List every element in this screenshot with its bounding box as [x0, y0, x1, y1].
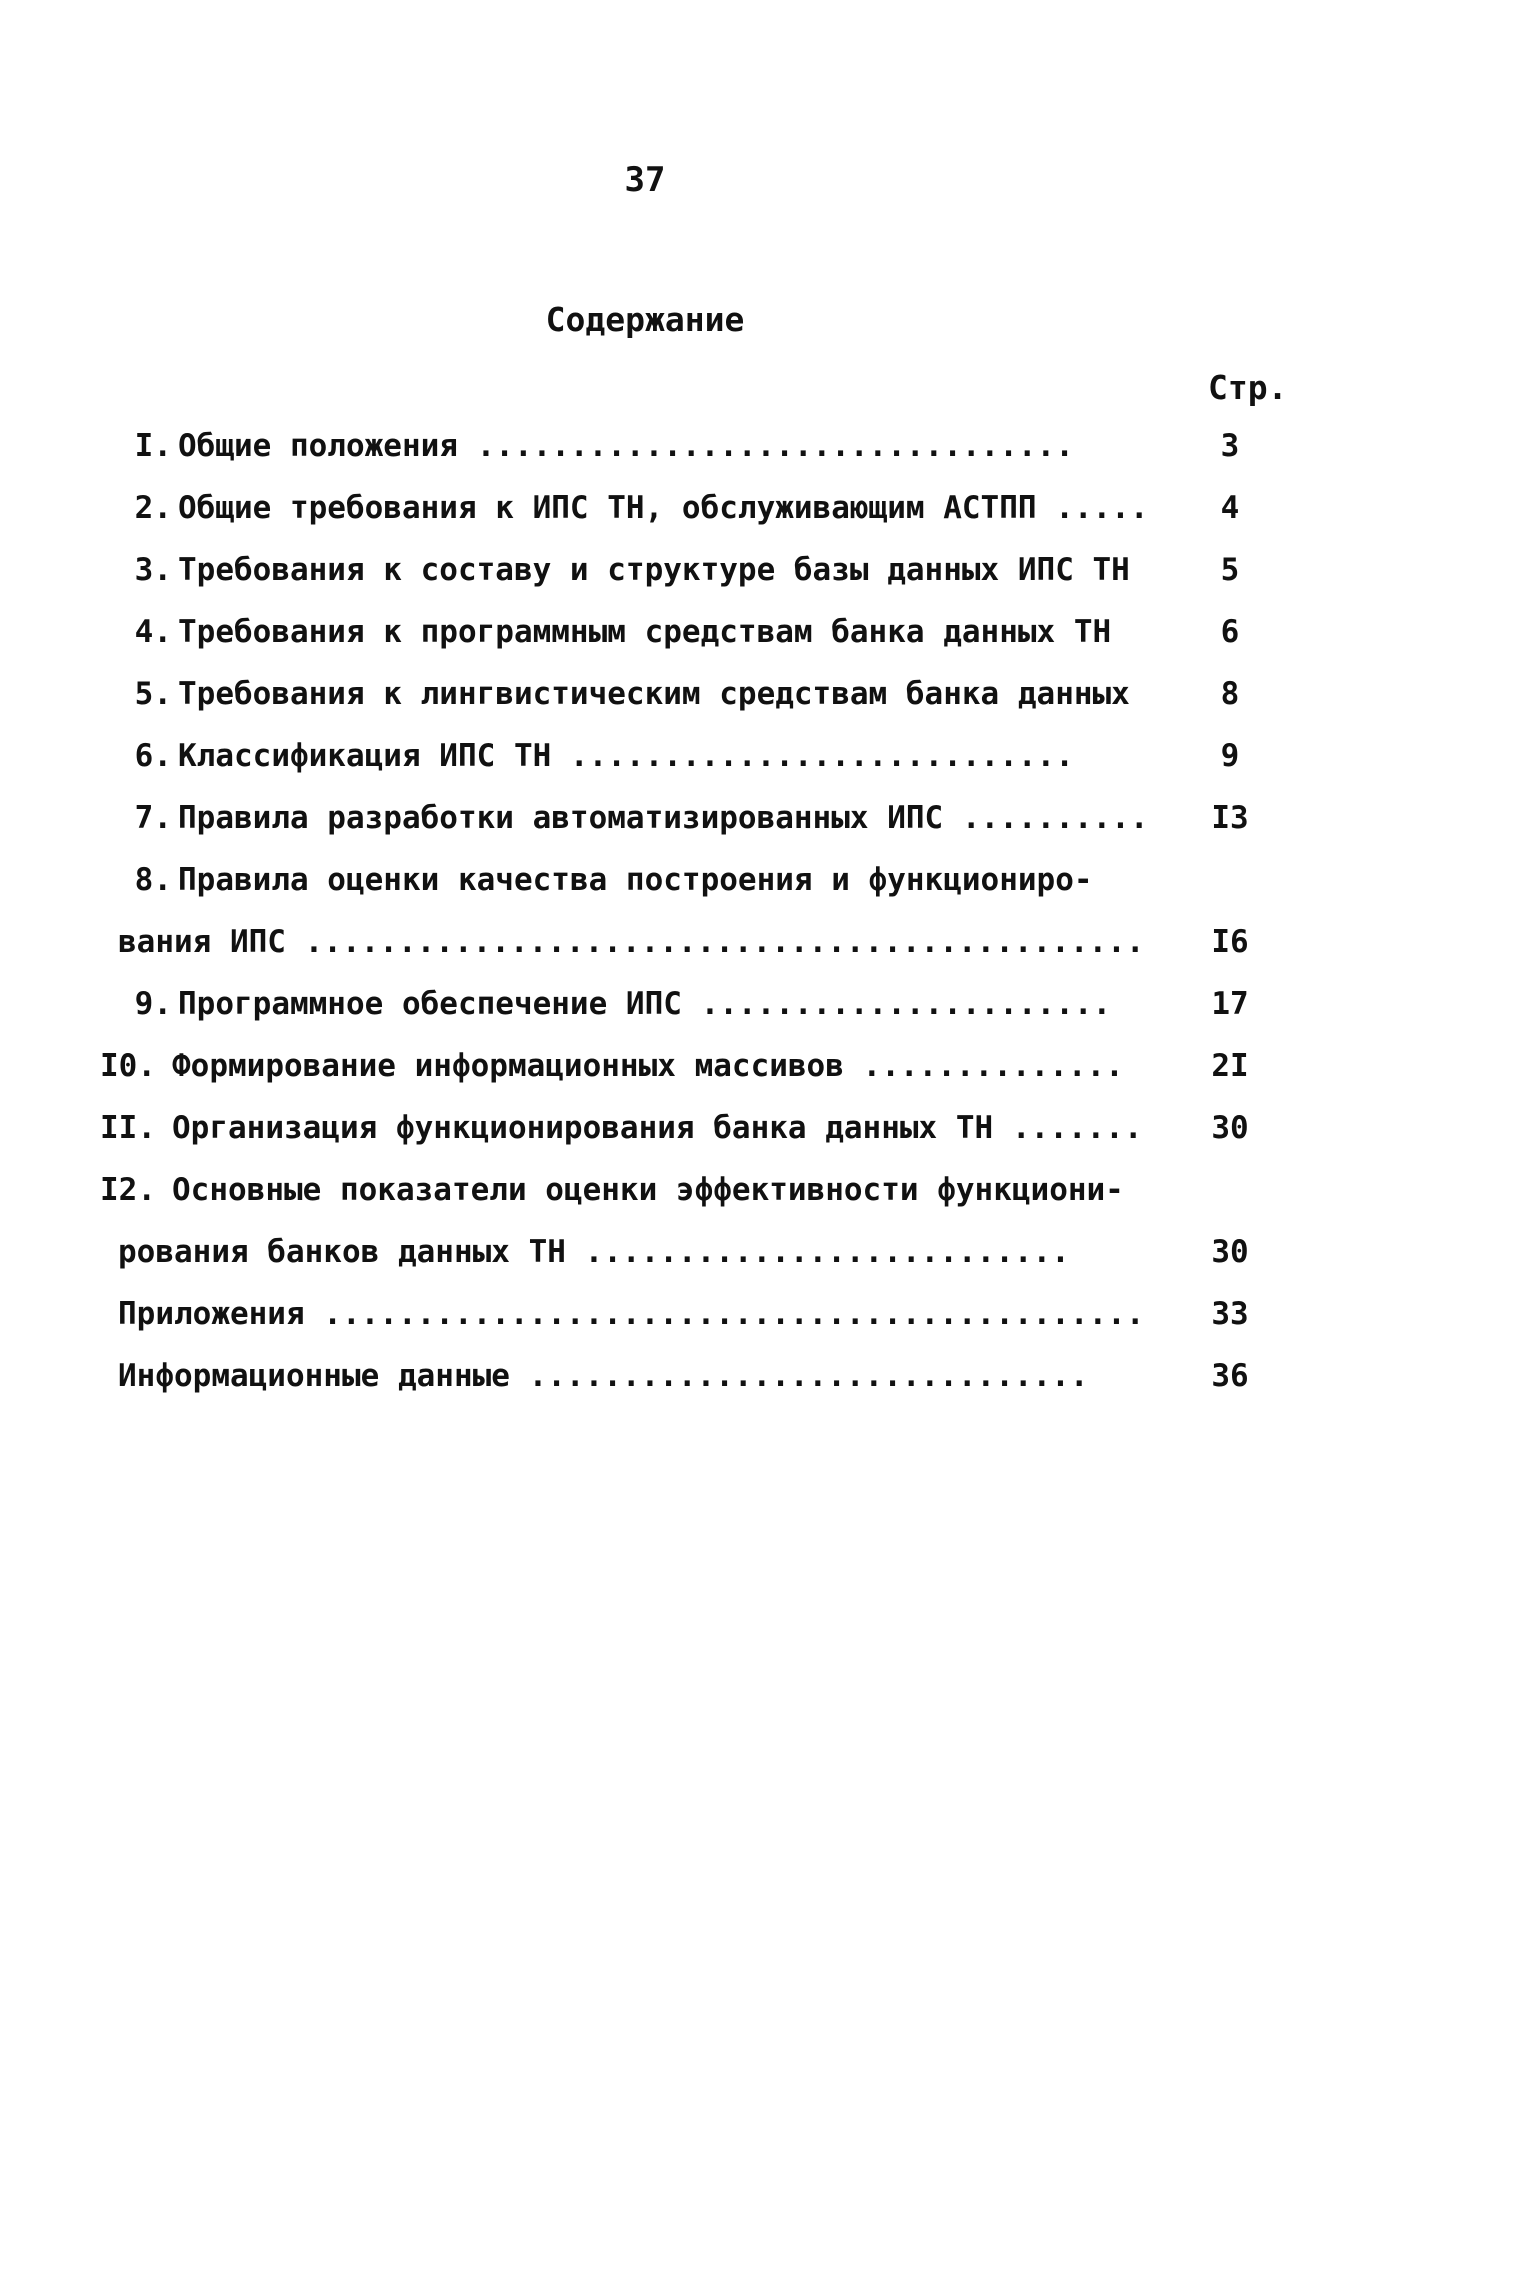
toc-entry-number: I0.: [100, 1048, 156, 1084]
toc-entry: [0, 800, 1530, 840]
toc-entry-text: вания ИПС .............................................: [118, 924, 1145, 960]
toc-entry: [0, 1048, 1530, 1088]
toc-entry: [0, 738, 1530, 778]
toc-entry-number: 6.: [134, 738, 172, 774]
page-column-header: Стр.: [1208, 368, 1288, 407]
toc-entry-number: 5.: [134, 676, 172, 712]
toc-entry-text: Организация функционирования банка данных ТН .......: [172, 1110, 1143, 1146]
toc-entry-number: II.: [100, 1110, 156, 1146]
toc-entry-text: Основные показатели оценки эффективности функциони-: [172, 1172, 1124, 1208]
toc-entry: [0, 552, 1530, 592]
toc-entry-text: Требования к лингвистическим средствам банка данных: [178, 676, 1130, 712]
toc-entry-number: I2.: [100, 1172, 156, 1208]
toc-entry-text: Требования к составу и структуре базы данных ИПС ТН: [178, 552, 1130, 588]
toc-entry-page: 30: [1211, 1234, 1249, 1270]
toc-entry-number: 2.: [134, 490, 172, 526]
toc-entry-number: 9.: [134, 986, 172, 1022]
toc-entry-number: 3.: [134, 552, 172, 588]
toc-entry-continuation: [0, 924, 1530, 964]
toc-entry-text: рования банков данных ТН ..........................: [118, 1234, 1070, 1270]
toc-entry-number: 8.: [134, 862, 172, 898]
toc-entry-page: 33: [1211, 1296, 1249, 1332]
page-number: 37: [624, 160, 666, 200]
toc-entry-text: Формирование информационных массивов ..............: [172, 1048, 1124, 1084]
toc-entry: [0, 1296, 1530, 1336]
toc-entry-page: 6: [1220, 614, 1240, 650]
toc-entry-page: 36: [1211, 1358, 1249, 1394]
toc-entry-number: I.: [134, 428, 172, 464]
toc-entry-number: 7.: [134, 800, 172, 836]
toc-entry-text: Классификация ИПС ТН ...........................: [178, 738, 1074, 774]
toc-entry: [0, 1172, 1530, 1212]
toc-entry-text: Общие требования к ИПС ТН, обслуживающим АСТПП .....: [178, 490, 1149, 526]
toc-entry: [0, 490, 1530, 530]
toc-entry-page: 17: [1211, 986, 1249, 1022]
toc-entry-page: 4: [1220, 490, 1240, 526]
toc-entry-continuation: [0, 1234, 1530, 1274]
toc-entry-text: Правила разработки автоматизированных ИПС ..........: [178, 800, 1149, 836]
toc-entry-page: 8: [1220, 676, 1240, 712]
toc-entry: [0, 1358, 1530, 1398]
toc-entry-text: Требования к программным средствам банка данных ТН: [178, 614, 1112, 650]
toc-entry-page: 30: [1211, 1110, 1249, 1146]
toc-entry-text: Приложения ............................................: [118, 1296, 1145, 1332]
toc-entry-page: I3: [1211, 800, 1249, 836]
toc-entry-page: 9: [1220, 738, 1240, 774]
toc-entry: [0, 428, 1530, 468]
toc-entry: [0, 862, 1530, 902]
toc-entry-page: 3: [1220, 428, 1240, 464]
toc-entry-text: Программное обеспечение ИПС ......................: [178, 986, 1112, 1022]
toc-entry-page: 2I: [1211, 1048, 1249, 1084]
toc-entry: [0, 614, 1530, 654]
toc-entry-text: Информационные данные ..............................: [118, 1358, 1089, 1394]
toc-entry: [0, 676, 1530, 716]
toc-entry-page: 5: [1220, 552, 1240, 588]
toc-entry: [0, 1110, 1530, 1150]
toc-entry-page: I6: [1211, 924, 1249, 960]
toc-entry-text: Общие положения ................................: [178, 428, 1074, 464]
toc-entry-text: Правила оценки качества построения и функциониро-: [178, 862, 1093, 898]
document-title: Содержание: [545, 300, 745, 339]
toc-entry-number: 4.: [134, 614, 172, 650]
toc-entry: [0, 986, 1530, 1026]
